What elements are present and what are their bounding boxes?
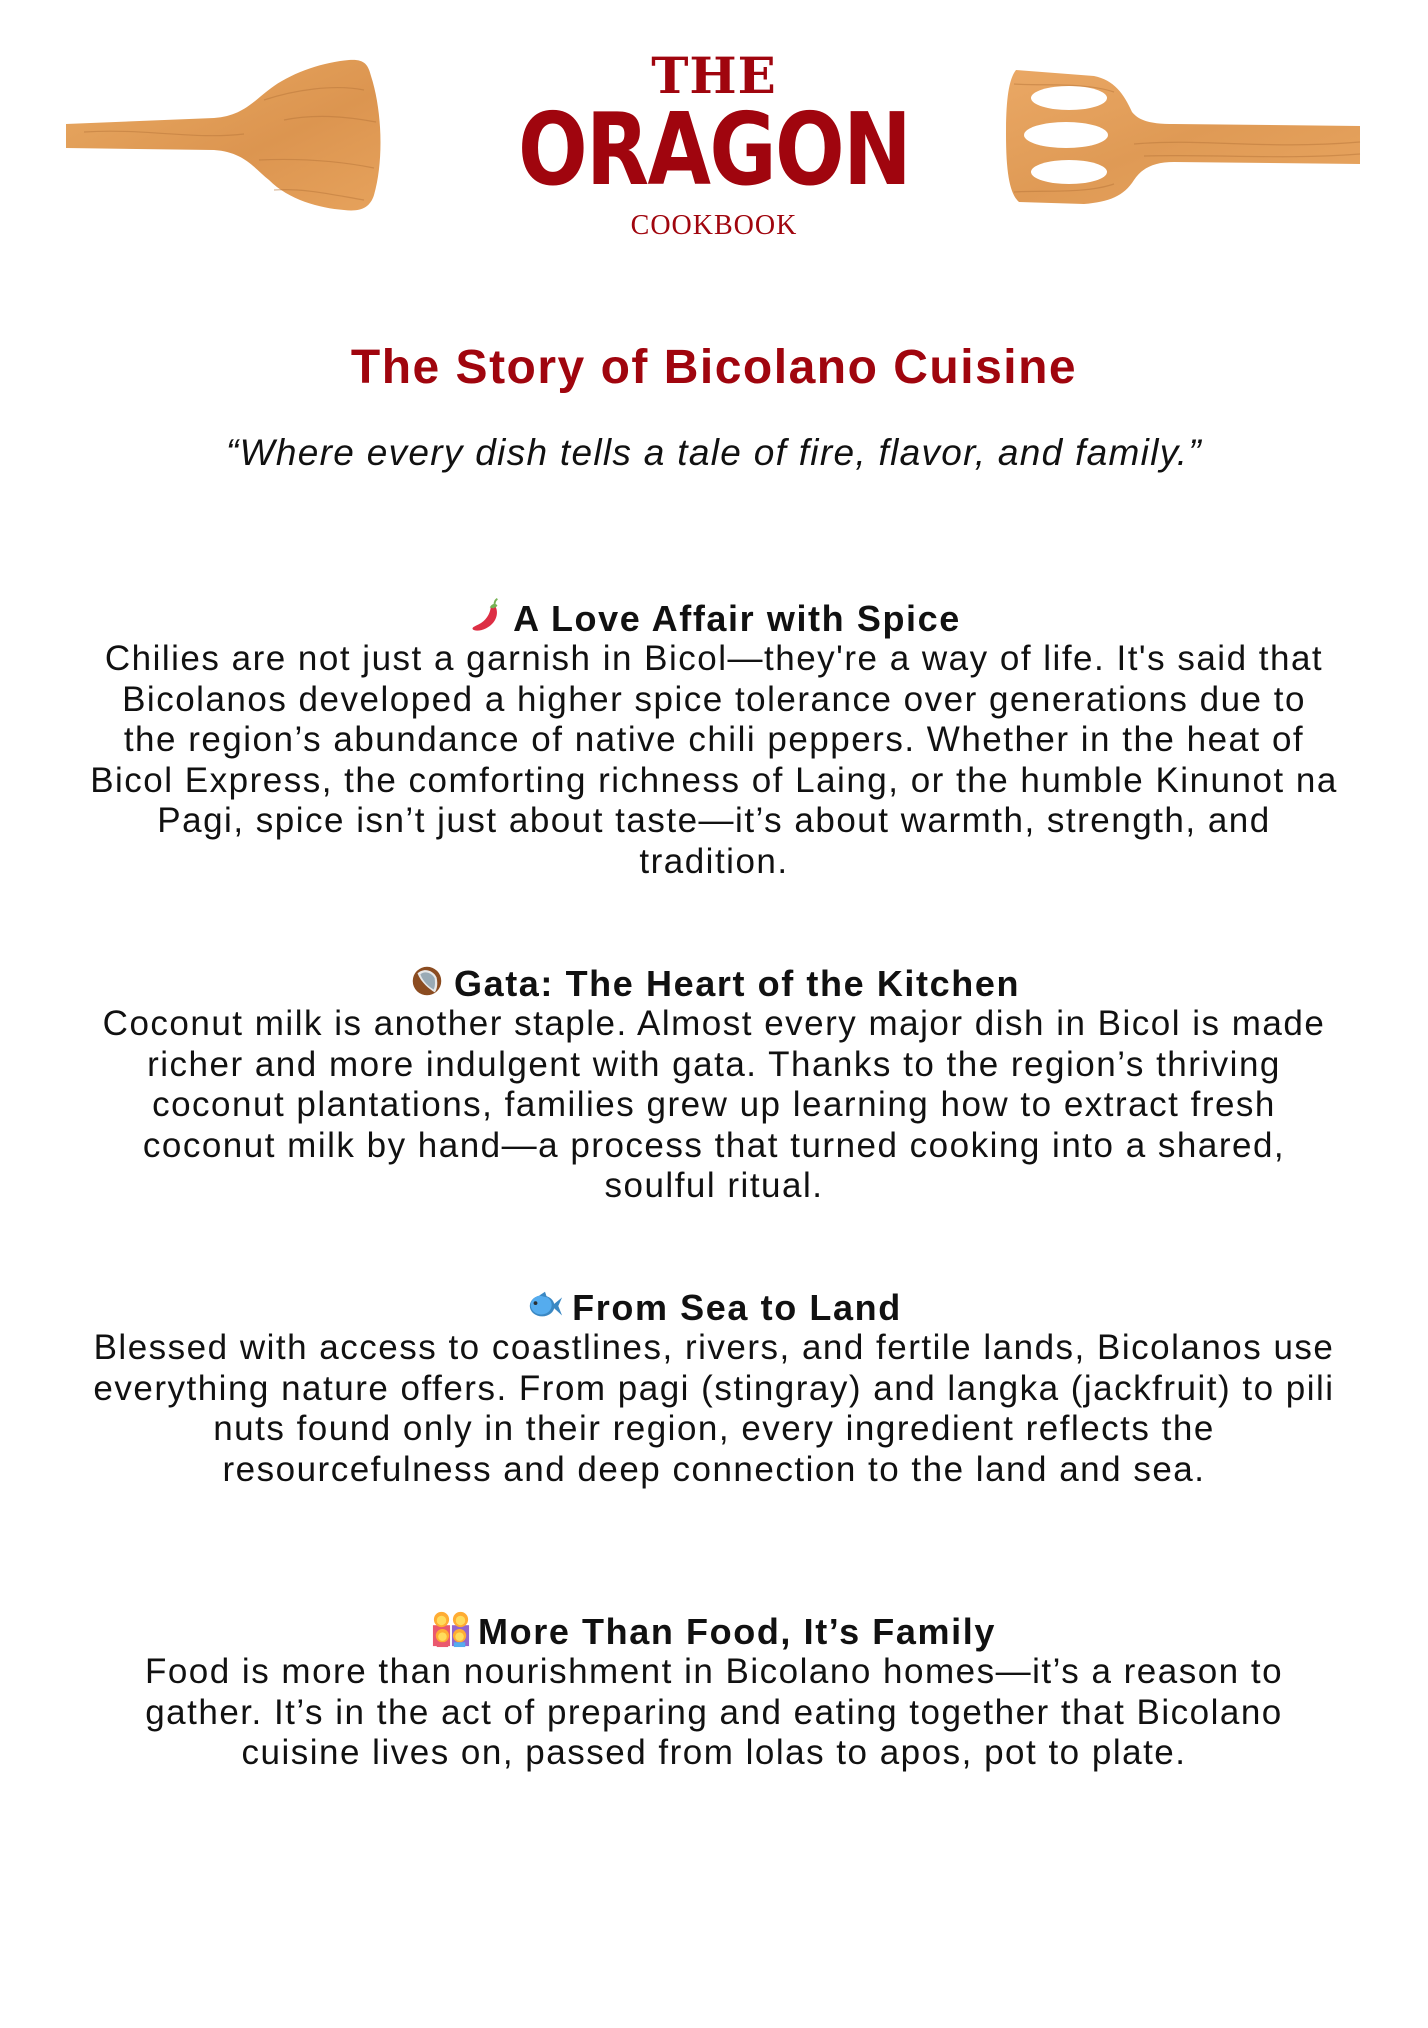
section-heading (90, 1286, 1338, 1328)
logo-oragon: ORAGON (517, 91, 911, 208)
logo-the: THE (651, 46, 777, 105)
section-spice (90, 597, 1338, 882)
section-body: Blessed with access to coastlines, rivers, and fertile lands, Bicolanos use everything nature offers. From pagi (stingray) and langka (jackfruit) to pili nuts found only in their region, every ingredient reflects the resourcefulness and deep connection to the land and sea. (93, 1328, 1335, 1489)
section-body: Chilies are not just a garnish in Bicol—they're a way of life. It's said that Bicolanos developed a higher spice tolerance over generations due to the region’s abundance of native chili peppers. Whether in the heat of Bicol Express, the comforting richness of Laing, or the humble Kinunot na Pagi, spice isn’t just about taste—it’s about warmth, strength, and tradition. (90, 639, 1338, 881)
section-family (90, 1610, 1338, 1774)
section-body: Coconut milk is another staple. Almost every major dish in Bicol is made richer and more indulgent with gata. Thanks to the region’s thriving coconut plantations, families grew up learning how to extract fresh coconut milk by hand—a process that turned cooking into a shared, soulful ritual. (102, 1004, 1326, 1205)
fish-icon (526, 1286, 564, 1324)
section-sea-to-land (90, 1286, 1338, 1490)
page-title: The Story of Bicolano Cuisine (350, 341, 1078, 394)
section-heading-text: A Love Affair with Spice (513, 598, 961, 639)
section-heading (90, 962, 1338, 1004)
page-header (0, 0, 1428, 280)
family-icon (432, 1610, 470, 1648)
section-gata (90, 962, 1338, 1207)
section-heading (90, 1610, 1338, 1652)
section-heading-text: Gata: The Heart of the Kitchen (453, 963, 1021, 1004)
section-heading-text: More Than Food, It’s Family (478, 1611, 996, 1652)
section-body: Food is more than nourishment in Bicolano homes—it’s a reason to gather. It’s in the act of preparing and eating together that Bicolano cuisine lives on, passed from lolas to apos, pot to plate. (144, 1652, 1284, 1772)
section-heading (90, 597, 1338, 639)
slotted-spatula-icon (1004, 64, 1364, 214)
section-heading-text: From Sea to Land (572, 1287, 902, 1328)
logo-cookbook: COOKBOOK (630, 210, 798, 241)
page-quote: “Where every dish tells a tale of fire, flavor, and family.” (226, 432, 1202, 473)
chili-pepper-icon (467, 597, 505, 635)
coconut-icon (408, 962, 446, 1000)
